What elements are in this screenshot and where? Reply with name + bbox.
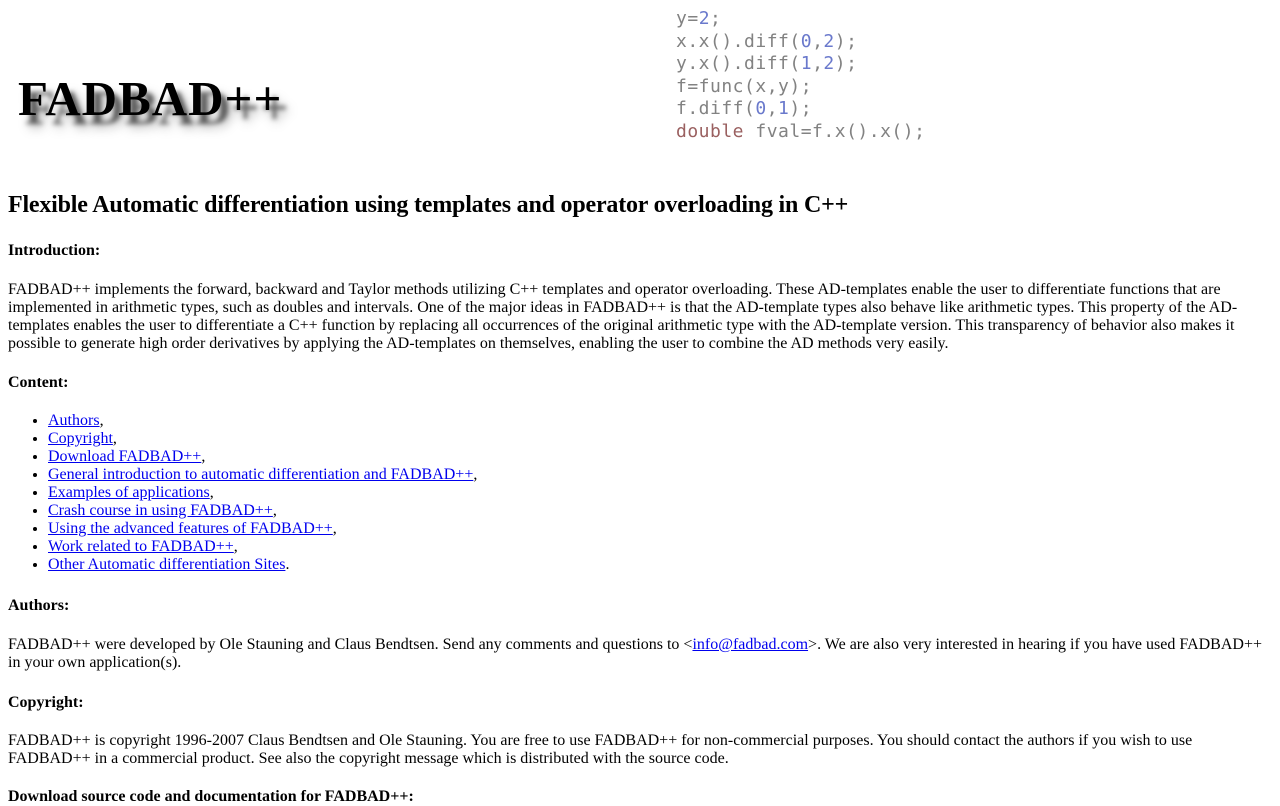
content-link[interactable]: Using the advanced features of FADBAD++ [48,520,333,537]
code-line [676,98,925,121]
code-token-plain: ); [834,30,858,52]
copyright-heading: Copyright: [8,694,84,711]
code-token-plain: x.x().diff( [676,30,801,52]
page-title: Flexible Automatic differentiation using templates and operator overloading in C++ [8,192,849,218]
content-list-item: • Work related to FADBAD++, [48,538,1272,556]
content-link[interactable]: Download FADBAD++ [48,448,202,465]
content-link[interactable]: Examples of applications [48,484,210,501]
code-line [676,8,925,31]
introduction-paragraph: FADBAD++ implements the forward, backward and Taylor methods utilizing C++ templates and operator overloading. These AD-templates enable the user to differentiate functions that are implemented in arithmetic types, such as doubles and intervals. One of the major ideas in FADBAD++ is that the AD-template types also behave like arithmetic types. This property of the AD-templates enables the user to differentiate a C++ function by replacing all occurrences of the original arithmetic type with the AD-template version. This transparency of behavior also makes it possible to generate high order derivatives by applying the AD-templates on themselves, enabling the user to combine the AD methods very easily. [8,281,1238,352]
code-token-plain: f=func(x,y); [676,75,813,97]
code-token-plain: y.x().diff( [676,53,801,74]
email-link[interactable]: info@fadbad.com [692,636,809,653]
code-token-keyword: double [676,120,745,142]
code-token-plain: , [812,53,824,74]
code-token-number: 1 [800,53,813,74]
code-token-plain: , [812,30,824,52]
code-token-plain: y= [676,8,699,29]
code-token-number: 2 [823,30,835,52]
content-link[interactable]: Work related to FADBAD++ [48,538,234,555]
authors-text-after: >. We are also very interested in hearing if you have used FADBAD++ in your own application(s). [8,636,1263,671]
code-token-plain: f.diff( [676,98,756,119]
content-link[interactable]: Authors [48,412,100,429]
code-token-plain: fval=f.x().x(); [744,120,926,142]
code-token-plain: , [766,98,779,119]
content-link[interactable]: Copyright [48,430,113,447]
page-content [8,193,1272,806]
content-list-item: • Other Automatic differentiation Sites. [48,556,1272,574]
content-link[interactable]: General introduction to automatic differentiation and FADBAD++ [48,466,474,483]
copyright-paragraph: FADBAD++ is copyright 1996-2007 Claus Bendtsen and Ole Stauning. You are free to use FADBAD++ for non-commercial purposes. You should contact the authors if you wish to use FADBAD++ in a commercial product. See also the copyright message which is distributed with the source code. [8,732,1193,767]
content-link[interactable]: Crash course in using FADBAD++ [48,502,273,519]
page-header [0,0,1280,170]
code-line [676,76,925,99]
authors-heading: Authors: [8,597,70,614]
authors-paragraph [8,636,1272,672]
content-list-item: • Using the advanced features of FADBAD++, [48,520,1272,538]
code-token-number: 2 [698,8,711,29]
code-token-plain: ); [834,53,858,74]
introduction-heading: Introduction: [8,242,101,259]
code-line [676,121,925,144]
code-line [676,53,925,76]
code-sample [676,8,925,143]
content-link[interactable]: Other Automatic differentiation Sites [48,556,286,573]
fadbad-logo: FADBAD++ [18,71,283,126]
code-token-plain: ; [710,8,722,29]
content-list-item: • Crash course in using FADBAD++, [48,502,1272,520]
content-list-item: • General introduction to automatic differentiation and FADBAD++, [48,466,1272,484]
content-heading: Content: [8,374,69,391]
code-token-number: 2 [823,53,835,74]
content-list-item: • Copyright, [48,430,1272,448]
code-token-plain: ); [789,98,813,119]
code-token-number: 1 [778,98,790,119]
content-list [8,412,1272,574]
code-line [676,31,925,54]
content-list-item: • Download FADBAD++, [48,448,1272,466]
code-token-number: 0 [755,98,767,119]
authors-text-before: FADBAD++ were developed by Ole Stauning and Claus Bendtsen. Send any comments and questions to < [8,636,693,653]
download-heading: Download source code and documentation for FADBAD++: [8,788,414,805]
code-token-number: 0 [800,30,813,52]
content-list-item: • Examples of applications, [48,484,1272,502]
content-list-item: • Authors, [48,412,1272,430]
